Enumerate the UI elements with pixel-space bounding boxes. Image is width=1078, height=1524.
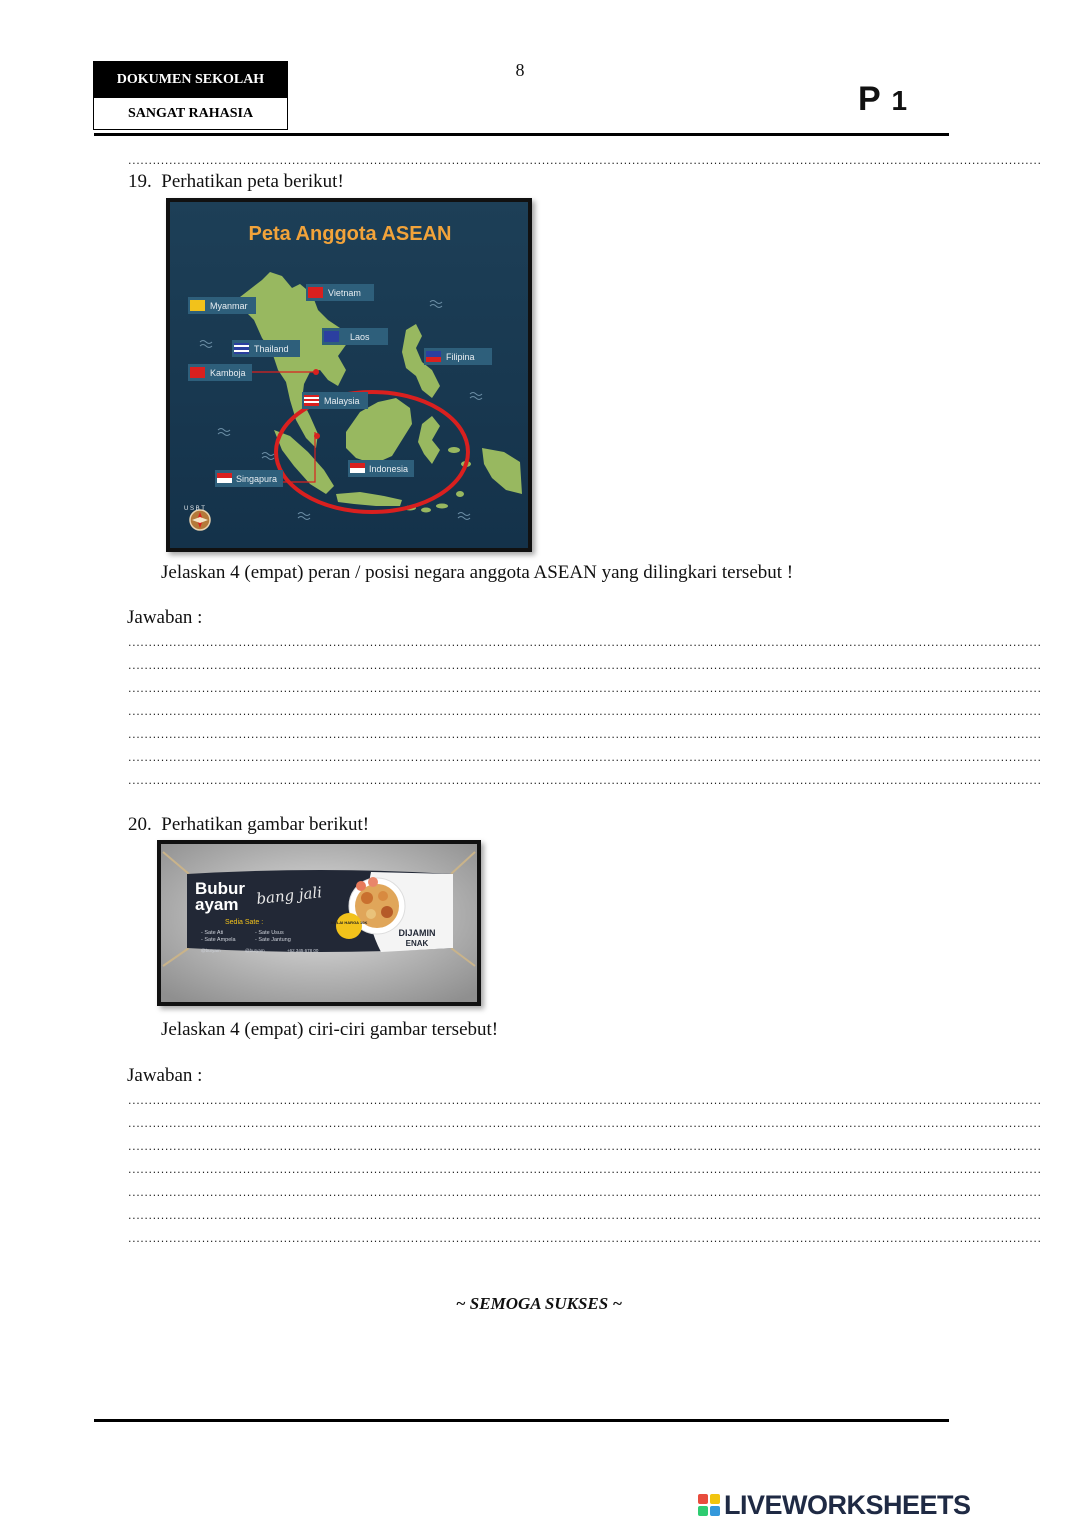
paper-code-number: 1 [891,85,909,116]
map-title: Peta Anggota ASEAN [248,223,452,245]
answer-line[interactable]: ............................................................................................................................................................................................................................... [128,1186,1042,1199]
label-singapura [215,470,283,487]
paper-code [858,80,908,119]
answer-line[interactable]: ............................................................................................................................................................................................................................... [128,1117,1042,1130]
svg-text:Thailand: Thailand [254,344,289,354]
answer-line[interactable]: ............................................................................................................................................................................................................................... [128,705,1042,718]
label-indonesia [348,460,414,477]
banner-menu-heading: Sedia Sate : [225,919,264,926]
header-rule [94,133,949,136]
menu-item: - Sate Ati [201,930,224,936]
question-19-instruction: Jelaskan 4 (empat) peran / posisi negara anggota ASEAN yang dilingkari tersebut ! [161,562,794,583]
cambodia-marker [313,369,319,375]
svg-text:Indonesia: Indonesia [369,464,409,474]
label-kamboja [188,364,252,381]
label-malaysia [302,392,368,409]
header-box-bottom: SANGAT RAHASIA [93,97,288,130]
label-filipina [424,348,492,365]
answer-line[interactable]: ............................................................................................................................................................................................................................... [128,1094,1042,1107]
answer-line[interactable]: ............................................................................................................................................................................................................................... [128,1209,1042,1222]
liveworksheets-brand [698,1488,971,1522]
answer-line[interactable]: ............................................................................................................................................................................................................................... [128,682,1042,695]
price-badge-text: MULAI HARGA 10K [330,920,368,925]
menu-item: - Sate Jantung [255,937,291,943]
liveworksheets-wordmark: LIVEWORKSHEETS [724,1489,971,1520]
label-thailand [232,340,300,357]
question-20 [128,814,369,836]
answer-line[interactable]: ............................................................................................................................................................................................................................... [128,1232,1042,1245]
contact-item: @buryam [201,948,221,953]
banner-tagline-dijamin: DIJAMIN [398,928,436,938]
answer-line[interactable]: ............................................................................................................................................................................................................................... [128,1140,1042,1153]
answer-line[interactable]: ............................................................................................................................................................................................................................... [128,751,1042,764]
question-19-prompt: Perhatikan peta berikut! [161,171,344,192]
label-myanmar [188,297,256,314]
label-laos [322,328,388,345]
label-vietnam [306,284,374,301]
header-box-top: DOKUMEN SEKOLAH [93,61,288,98]
answer-line[interactable]: ............................................................................................................................................................................................................................... [128,728,1042,741]
price-badge [336,913,362,939]
question-19-number: 19. [128,171,152,192]
answer-line[interactable]: ............................................................................................................................................................................................................................... [128,659,1042,672]
page-number: 8 [515,60,525,80]
answer-line[interactable]: ............................................................................................................................................................................................................................... [128,1163,1042,1176]
question-19 [128,171,344,193]
banner-title-bubur: Bubur [195,879,246,898]
svg-text:Filipina: Filipina [446,352,475,362]
menu-item: - Sate Ampela [201,937,236,943]
question-20-instruction: Jelaskan 4 (empat) ciri-ciri gambar tersebut! [161,1019,499,1040]
question-20-answer-label: Jawaban : [127,1065,203,1086]
asean-map-image [166,198,532,552]
question-20-number: 20. [128,814,152,835]
svg-text:Kamboja: Kamboja [210,368,246,378]
answer-line[interactable]: ............................................................................................................................................................................................................................... [128,154,1042,167]
banner-script-name: bang jali [255,883,323,908]
asean-map [170,202,528,548]
question-19-answer-label: Jawaban : [127,607,203,628]
contact-item: @buryam [245,948,265,953]
answer-line[interactable]: ............................................................................................................................................................................................................................... [128,774,1042,787]
answer-line[interactable]: ............................................................................................................................................................................................................................... [128,636,1042,649]
banner-tagline-enak: ENAK [405,939,429,948]
svg-text:Malaysia: Malaysia [324,396,360,406]
question-20-prompt: Perhatikan gambar berikut! [161,814,370,835]
singapore-marker [314,433,320,439]
paper-code-letter: P [858,80,882,118]
liveworksheets-logo-icon [698,1494,720,1516]
bubur-ayam-banner-image [157,840,481,1006]
menu-item: - Sate Usus [255,930,284,936]
svg-text:Vietnam: Vietnam [328,288,361,298]
svg-text:U S B T: U S B T [184,506,205,512]
closing-message: ~ SEMOGA SUKSES ~ [455,1294,623,1313]
contact-item: +62 345 678 00 [287,948,319,953]
svg-text:Singapura: Singapura [236,474,278,484]
svg-text:Laos: Laos [350,332,370,342]
footer-rule [94,1419,949,1422]
svg-text:Myanmar: Myanmar [210,301,248,311]
banner-title-ayam: ayam [195,895,239,914]
bubur-ayam-banner [161,844,477,1002]
